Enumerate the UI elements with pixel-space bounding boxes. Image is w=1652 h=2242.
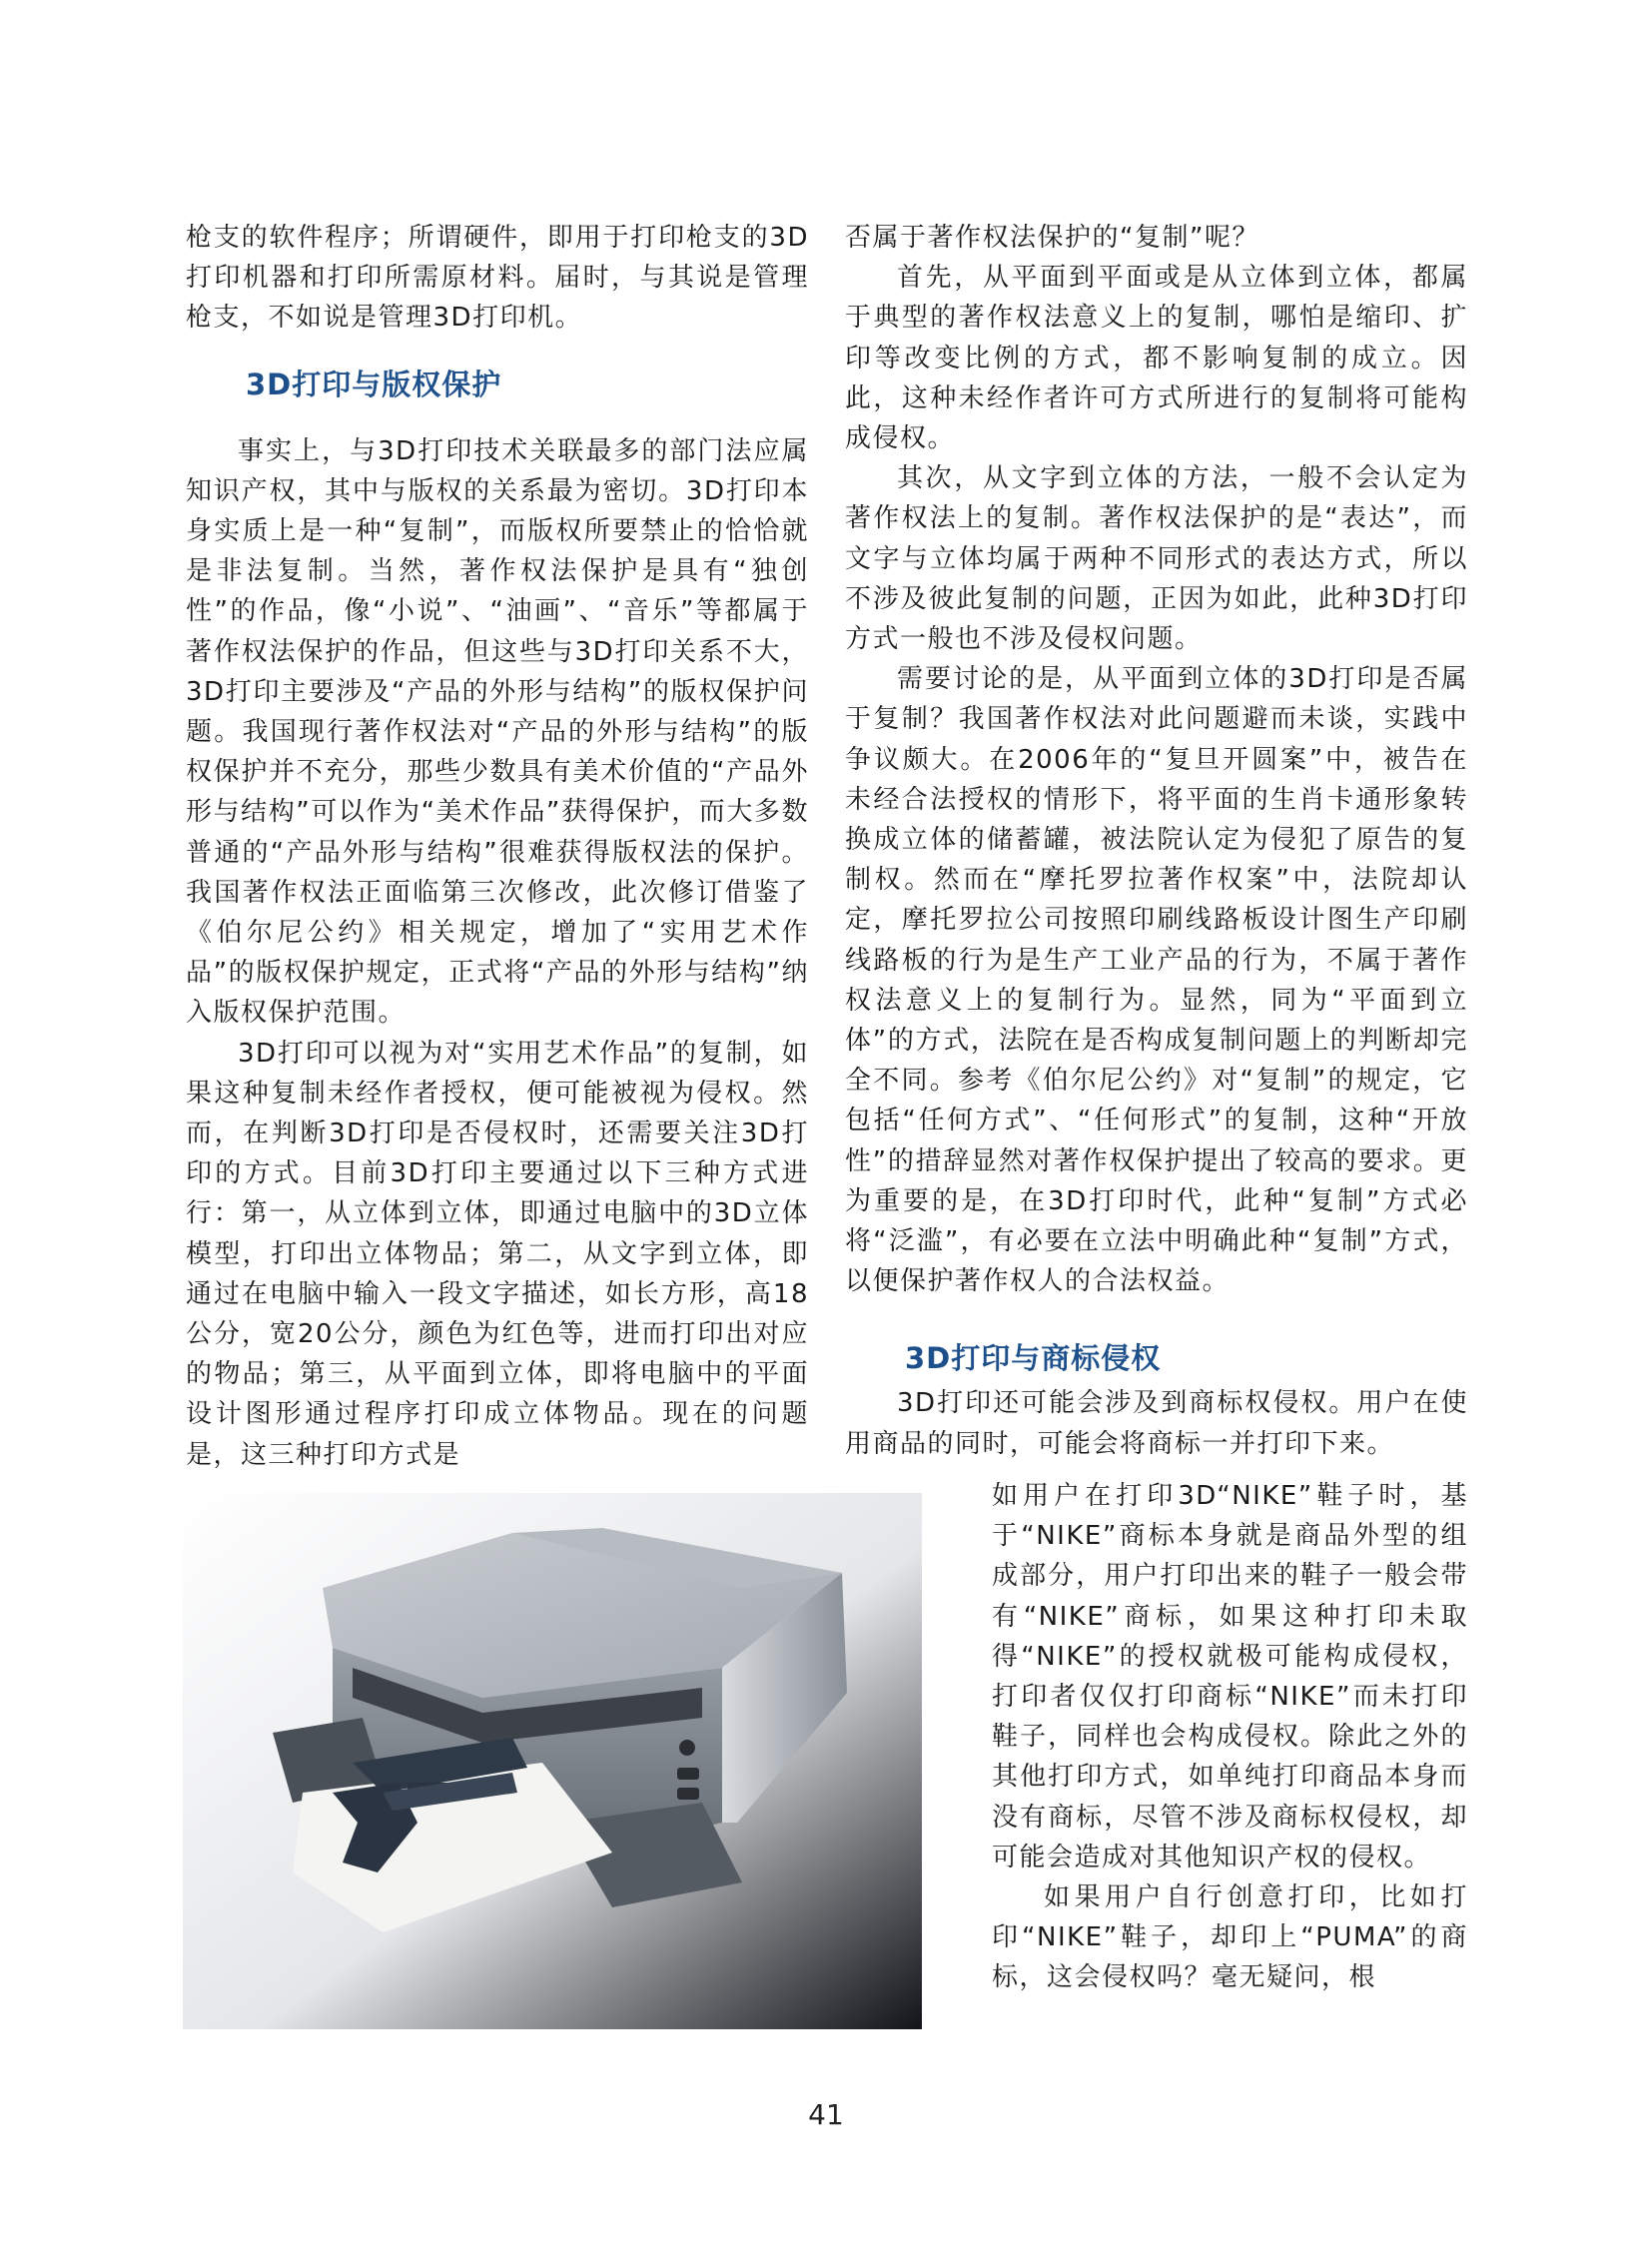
section-heading-trademark: 3D打印与商标侵权	[905, 1341, 1162, 1375]
right-paragraph-6: 如果用户自行创意打印，比如打印“NIKE”鞋子，却印上“PUMA”的商标，这会侵权吗？毫无疑问，根	[992, 1882, 1468, 1993]
left-column	[186, 218, 809, 1475]
right-paragraph-3: 其次，从文字到立体的方法，一般不会认定为著作权法上的复制。著作权法保护的是“表达”，而文字与立体均属于两种不同形式的表达方式，所以不涉及彼此复制的问题，正因为如此，此种3D打印方式一般也不涉及侵权问题。	[845, 463, 1468, 655]
right-paragraph-2: 首先，从平面到平面或是从立体到立体，都属于典型的著作权法意义上的复制，哪怕是缩印、扩印等改变比例的方式，都不影响复制的成立。因此，这种未经作者许可方式所进行的复制将可能构成侵权。	[845, 263, 1468, 454]
left-paragraph-2: 事实上，与3D打印技术关联最多的部门法应属知识产权，其中与版权的关系最为密切。3D打印本身实质上是一种“复制”，而版权所要禁止的恰恰就是非法复制。当然，著作权法保护是具有“独创性”的作品，像“小说”、“油画”、“音乐”等都属于著作权法保护的作品，但这些与3D打印关系不大，3D打印主要涉及“产品的外形与结构”的版权保护问题。我国现行著作权法对“产品的外形与结构”的版权保护并不充分，那些少数具有美术价值的“产品外形与结构”可以作为“美术作品”获得保护，而大多数普通的“产品外形与结构”很难获得版权法的保护。我国著作权法正面临第三次修改，此次修订借鉴了《伯尔尼公约》相关规定，增加了“实用艺术作品”的版权保护规定，正式将“产品的外形与结构”纳入版权保护范围。	[186, 435, 809, 1029]
printer-gun-photo	[183, 1493, 922, 2029]
page-number: 41	[808, 2098, 844, 2131]
right-column	[845, 218, 1468, 1464]
right-paragraph-5: 3D打印还可能会涉及到商标权侵权。用户在使用商品的同时，可能会将商标一并打印下来。	[845, 1388, 1468, 1459]
power-button-icon	[679, 1740, 695, 1756]
right-paragraph-5-continued: 如用户在打印3D“NIKE”鞋子时，基于“NIKE”商标本身就是商品外型的组成部分，用户打印出来的鞋子一般会带有“NIKE”商标，如果这种打印未取得“NIKE”的授权就极可能构成侵权，打印者仅仅打印商标“NIKE”而未打印鞋子，同样也会构成侵权。除此之外的其他打印方式，如单纯打印商品本身而没有商标，尽管不涉及商标权侵权，却可能会造成对其他知识产权的侵权。	[992, 1481, 1468, 1872]
right-paragraph-1: 否属于著作权法保护的“复制”呢？	[845, 223, 1259, 253]
left-paragraph-3: 3D打印可以视为对“实用艺术作品”的复制，如果这种复制未经作者授权，便可能被视为侵权。然而，在判断3D打印是否侵权时，还需要关注3D打印的方式。目前3D打印主要通过以下三种方式进行：第一，从立体到立体，即通过电脑中的3D立体模型，打印出立体物品；第二，从文字到立体，即通过在电脑中输入一段文字描述，如长方形，高18公分，宽20公分，颜色为红色等，进而打印出对应的物品；第三，从平面到立体，即将电脑中的平面设计图形通过程序打印成立体物品。现在的问题是，这三种打印方式是	[186, 1038, 809, 1470]
left-paragraph-1: 枪支的软件程序；所谓硬件，即用于打印枪支的3D打印机器和打印所需原材料。届时，与其说是管理枪支，不如说是管理3D打印机。	[186, 223, 809, 334]
section-heading-copyright: 3D打印与版权保护	[246, 368, 502, 401]
right-column-narrow	[992, 1476, 1468, 1998]
right-paragraph-4: 需要讨论的是，从平面到立体的3D打印是否属于复制？我国著作权法对此问题避而未谈，实践中争议颇大。在2006年的“复旦开圆案”中，被告在未经合法授权的情形下，将平面的生肖卡通形象转换成立体的储蓄罐，被法院认定为侵犯了原告的复制权。然而在“摩托罗拉著作权案”中，法院却认定，摩托罗拉公司按照印刷线路板设计图生产印刷线路板的行为是生产工业产品的行为，不属于著作权法意义上的复制行为。显然，同为“平面到立体”的方式，法院在是否构成复制问题上的判断却完全不同。参考《伯尔尼公约》对“复制”的规定，它包括“任何方式”、“任何形式”的复制，这种“开放性”的措辞显然对著作权保护提出了较高的要求。更为重要的是，在3D打印时代，此种“复制”方式必将“泛滥”，有必要在立法中明确此种“复制”方式，以便保护著作权人的合法权益。	[845, 664, 1468, 1297]
